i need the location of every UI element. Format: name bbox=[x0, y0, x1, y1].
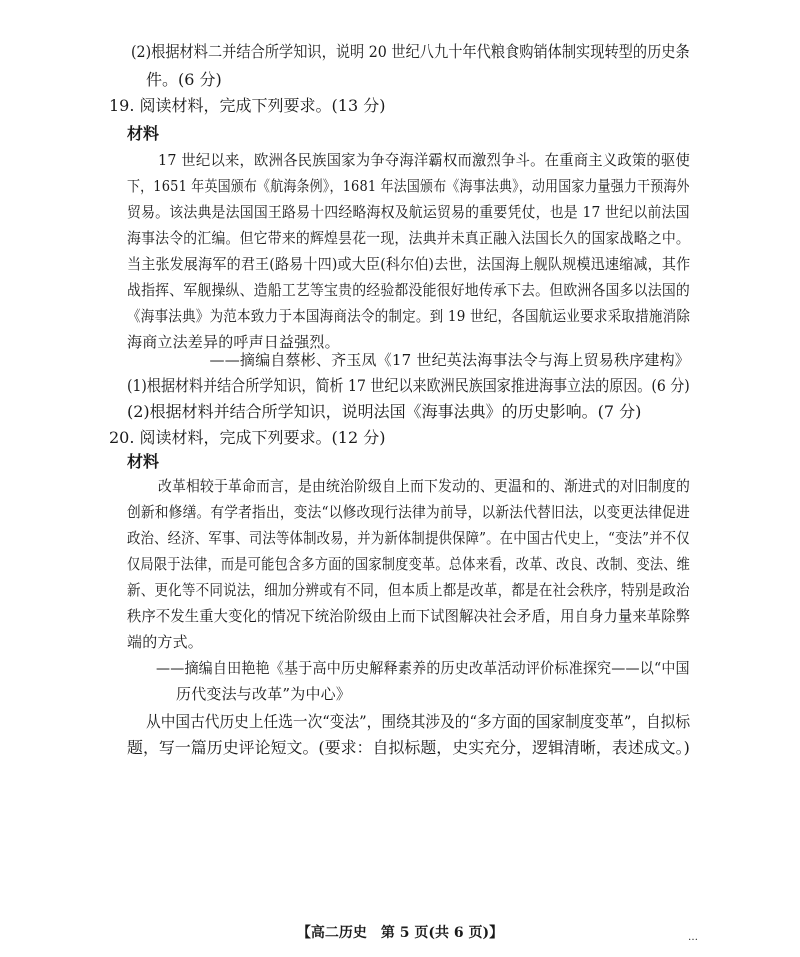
q19-material-line: 战指挥、军舰操纵、造船工艺等宝贵的经验都没能很好地传承下去。但欧洲各国多以法国的 bbox=[127, 281, 691, 299]
q20-title: 20. 阅读材料，完成下列要求。(12 分) bbox=[109, 428, 386, 447]
page-footer: 【高二历史 第 5 页(共 6 页)】 bbox=[296, 925, 504, 941]
q19-material-line: 17 世纪以来，欧洲各民族国家为争夺海洋霸权而激烈争斗。在重商主义政策的驱使 bbox=[158, 151, 690, 169]
q19-material-line: 下，1651 年英国颁布《航海条例》，1681 年法国颁布《海事法典》，动用国家力量强力干预海外 bbox=[127, 177, 690, 195]
q20-task-line2: 题，写一篇历史评论短文。(要求：自拟标题，史实充分，逻辑清晰，表述成文。) bbox=[127, 738, 690, 757]
q20-material-label: 材料 bbox=[127, 452, 160, 471]
q19-source: ——摘编自蔡彬、齐玉凤《17 世纪英法海事法令与海上贸易秩序建构》 bbox=[209, 351, 690, 369]
corner-mark: … bbox=[688, 932, 698, 943]
q20-source-line2: 历代变法与改革”为中心》 bbox=[176, 685, 352, 703]
q18-sub2-line1: (2)根据材料二并结合所学知识，说明 20 世纪八九十年代粮食购销体制实现转型的历史条 bbox=[131, 42, 690, 61]
q19-material-line: 海商立法差异的呼声日益强烈。 bbox=[127, 333, 340, 351]
q20-material-line: 创新和修缮。有学者指出，变法“以修改现行法律为前导，以新法代替旧法，以变更法律促进 bbox=[127, 503, 690, 521]
q19-material-line: 当主张发展海军的君王(路易十四)或大臣(科尔伯)去世，法国海上舰队规模迅速缩减，其作 bbox=[127, 255, 691, 273]
q20-material-line: 端的方式。 bbox=[127, 633, 204, 651]
q20-material-line: 秩序不发生重大变化的情况下统治阶级由上而下试图解决社会矛盾，用自身力量来革除弊 bbox=[127, 607, 691, 625]
q19-title: 19. 阅读材料，完成下列要求。(13 分) bbox=[109, 96, 386, 115]
q20-material-line: 政治、经济、军事、司法等体制改易，并为新体制提供保障”。在中国古代史上，“变法”并不仅 bbox=[127, 529, 690, 547]
q20-task-line1: 从中国古代历史上任选一次“变法”，围绕其涉及的“多方面的国家制度变革”，自拟标 bbox=[146, 712, 691, 731]
q18-sub2-line2: 件。(6 分) bbox=[146, 70, 222, 89]
q19-material-line: 贸易。该法典是法国国王路易十四经略海权及航运贸易的重要凭仗，也是 17 世纪以前法国 bbox=[127, 203, 690, 221]
q19-material-line: 海事法令的汇编。但它带来的辉煌昙花一现，法典并未真正融入法国长久的国家战略之中。 bbox=[127, 229, 691, 247]
q20-material-line: 新、更化等不同说法，细加分辨或有不同，但本质上都是改革，都是在社会秩序，特别是政治 bbox=[127, 581, 690, 599]
q19-material-line: 《海事法典》为范本致力于本国海商法令的制定。到 19 世纪，各国航运业要求采取措施消除 bbox=[127, 307, 691, 325]
q19-sub1: (1)根据材料并结合所学知识，简析 17 世纪以来欧洲民族国家推进海事立法的原因。(6 分) bbox=[127, 376, 690, 395]
q20-material-line: 仅局限于法律，而是可能包含多方面的国家制度变革。总体来看，改革、改良、改制、变法、维 bbox=[127, 555, 691, 573]
q20-material-line: 改革相较于革命而言，是由统治阶级自上而下发动的、更温和的、渐进式的对旧制度的 bbox=[158, 477, 690, 495]
q19-material-label: 材料 bbox=[127, 124, 160, 143]
q19-sub2: (2)根据材料并结合所学知识，说明法国《海事法典》的历史影响。(7 分) bbox=[127, 402, 642, 421]
q20-source-line1: ——摘编自田艳艳《基于高中历史解释素养的历史改革活动评价标准探究——以“中国 bbox=[156, 659, 690, 677]
